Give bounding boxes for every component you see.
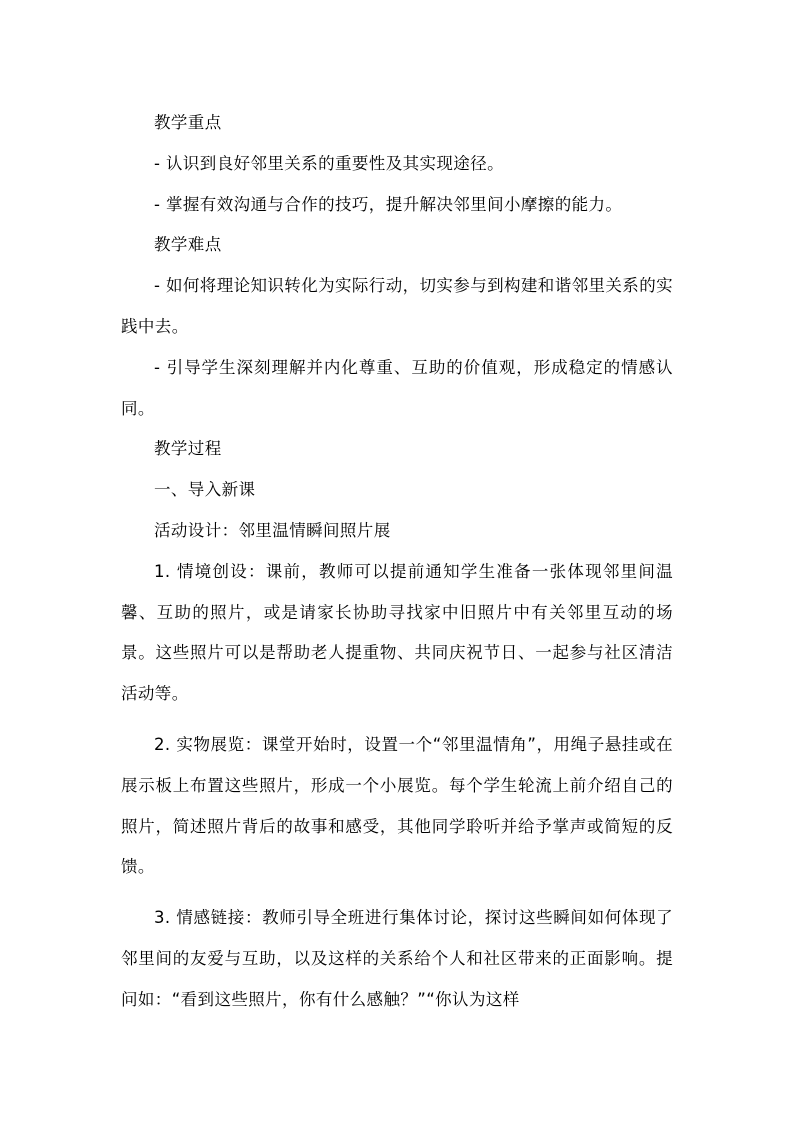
step-2-paragraph: 2. 实物展览：课堂开始时，设置一个“邻里温情角”，用绳子悬挂或在展示板上布置这些照片，形成一个小展览。每个学生轮流上前介绍自己的照片，简述照片背后的故事和感受，其他同学聆听并给予掌声或简短的反馈。	[121, 734, 673, 877]
subheading-intro: 一、导入新课	[154, 480, 256, 500]
activity-design: 活动设计：邻里温情瞬间照片展	[154, 520, 391, 540]
section-heading-process: 教学过程	[154, 439, 222, 459]
section-heading-difficulties: 教学难点	[154, 235, 222, 255]
section-heading-key-points: 教学重点	[154, 113, 222, 132]
difficulty-1: - 如何将理论知识转化为实际行动，切实参与到构建和谐邻里关系的实践中去。	[121, 276, 673, 336]
key-point-1: - 认识到良好邻里关系的重要性及其实现途径。	[154, 153, 504, 173]
step-1-paragraph: 1. 情境创设：课前，教师可以提前通知学生准备一张体现邻里间温馨、互助的照片，或是请家长协助寻找家中旧照片中有关邻里互动的场景。这些照片可以是帮助老人提重物、共同庆祝节日、一起参与社区清洁活动等。	[121, 561, 673, 704]
document-body	[121, 103, 673, 1021]
step-3-paragraph: 3. 情感链接：教师引导全班进行集体讨论，探讨这些瞬间如何体现了邻里间的友爱与互助，以及这样的关系给个人和社区带来的正面影响。提问如：“看到这些照片，你有什么感触？”“你认为这样	[121, 908, 673, 1009]
difficulty-2: - 引导学生深刻理解并内化尊重、互助的价值观，形成稳定的情感认同。	[121, 357, 673, 418]
key-point-2: - 掌握有效沟通与合作的技巧，提升解决邻里间小摩擦的能力。	[154, 194, 623, 214]
